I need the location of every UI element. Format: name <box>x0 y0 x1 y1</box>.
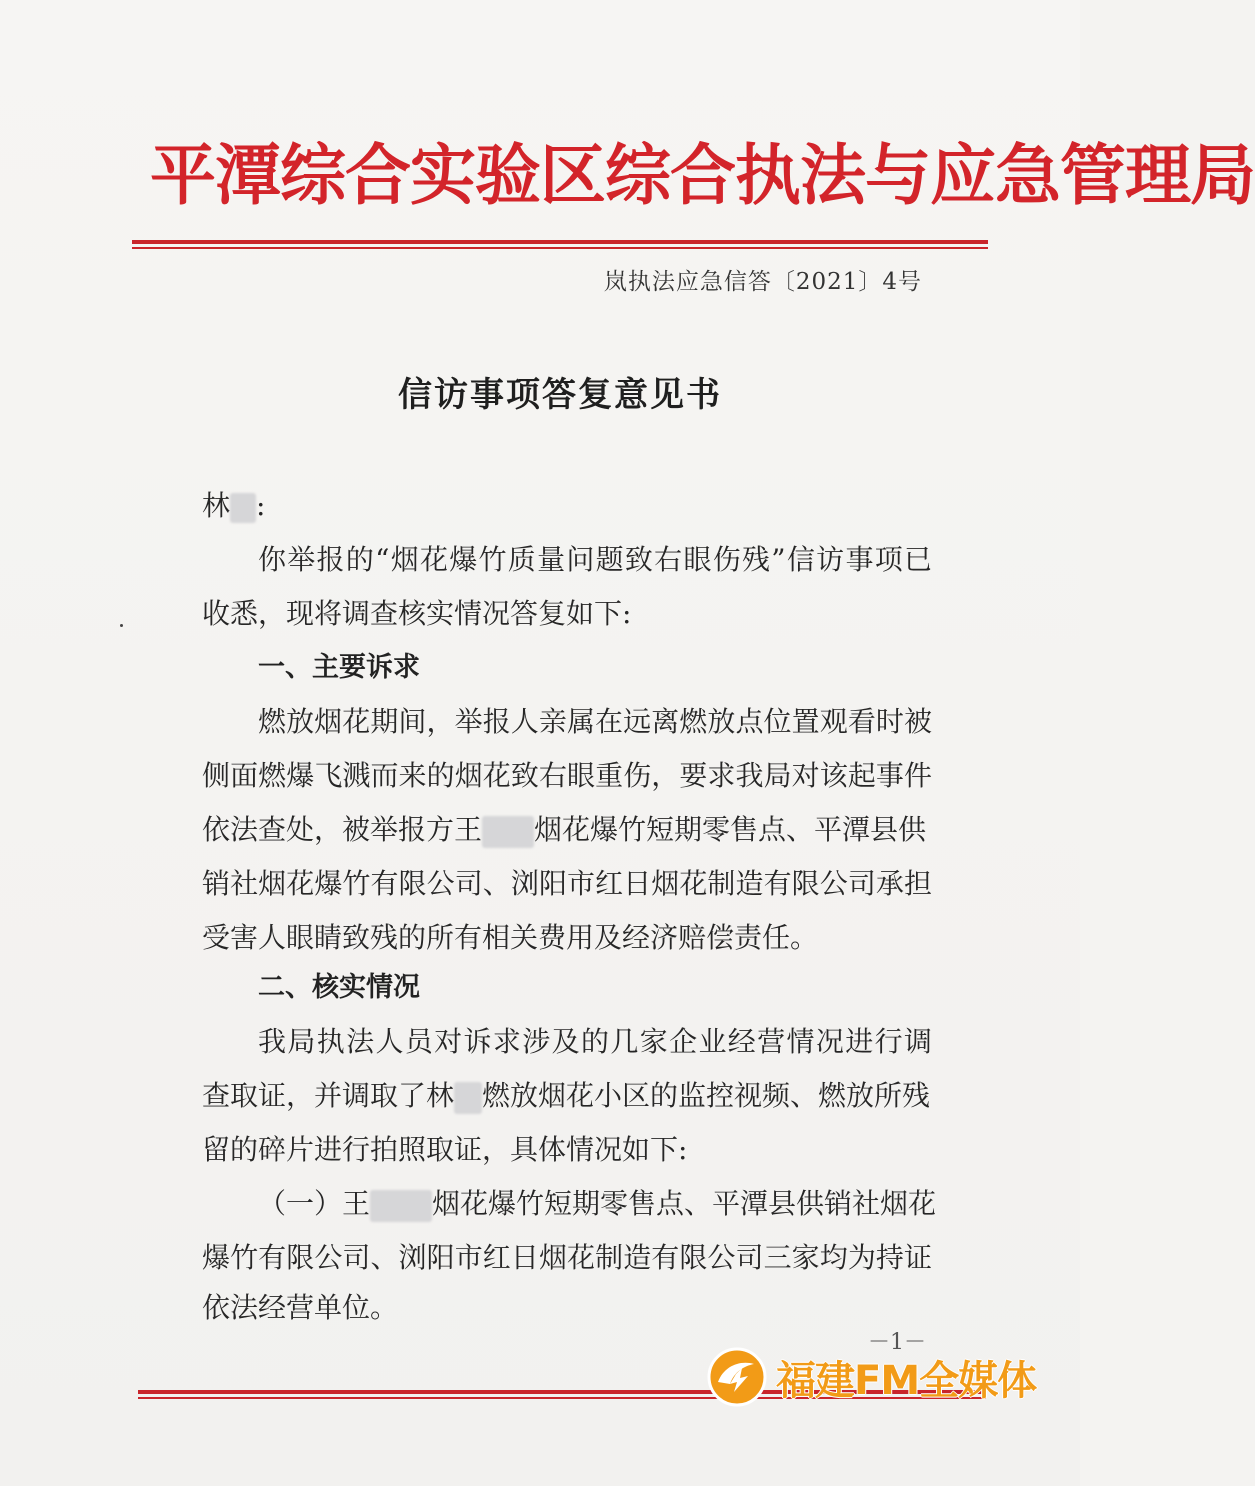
item-1-rest: 烟花爆竹短期零售点、平潭县供销社烟花 <box>432 1187 937 1220</box>
intro-line-2: 收悉，现将调查核实情况答复如下: <box>202 597 632 630</box>
watermark-text: 福建FM全媒体 <box>776 1357 1037 1404</box>
intro-line-1: 你举报的“烟花爆竹质量问题致右眼伤残”信访事项已 <box>258 543 932 576</box>
watermark <box>706 1342 1036 1412</box>
redacted-name <box>482 816 534 848</box>
section-2-line-2b: 燃放烟花小区的监控视频、燃放所残 <box>482 1079 931 1112</box>
section-1-line-2: 侧面燃爆飞溅而来的烟花致右眼重伤，要求我局对该起事件 <box>202 759 932 792</box>
document-title: 信访事项答复意见书 <box>398 375 722 415</box>
section-2-heading: 二、核实情况 <box>258 972 420 1003</box>
scan-speck <box>120 624 123 627</box>
fm-logo-icon <box>706 1346 768 1408</box>
section-2-line-1: 我局执法人员对诉求涉及的几家企业经营情况进行调 <box>258 1025 932 1058</box>
section-2-item-1-line-1 <box>258 1182 988 1226</box>
section-2-item-1-line-3: 依法经营单位。 <box>202 1291 399 1324</box>
item-1-prefix: （一）王 <box>258 1187 371 1220</box>
agency-header: 平潭综合实验区综合执法与应急管理局 <box>150 137 1255 214</box>
section-1-line-1: 燃放烟花期间，举报人亲属在远离燃放点位置观看时被 <box>258 705 932 738</box>
redacted-name <box>230 493 256 523</box>
salutation-name: 林 <box>202 489 231 522</box>
section-1-line-3b: 烟花爆竹短期零售点、平潭县供 <box>534 813 927 846</box>
section-1-heading: 一、主要诉求 <box>258 652 420 683</box>
section-2-line-3: 留的碎片进行拍照取证，具体情况如下: <box>202 1133 688 1166</box>
section-2-line-2a: 查取证，并调取了林 <box>202 1079 455 1112</box>
section-2-line-2 <box>202 1074 932 1118</box>
section-1-line-4: 销社烟花爆竹有限公司、浏阳市红日烟花制造有限公司承担 <box>202 867 932 900</box>
section-1-line-5: 受害人眼睛致残的所有相关费用及经济赔偿责任。 <box>202 921 819 954</box>
page-number: －1－ <box>868 1330 926 1355</box>
section-2-item-1-line-2: 爆竹有限公司、浏阳市红日烟花制造有限公司三家均为持证 <box>202 1241 932 1274</box>
salutation-suffix: : <box>256 489 266 522</box>
section-1-line-3a: 依法查处，被举报方王 <box>202 813 483 846</box>
document-number: 岚执法应急信答〔2021〕4号 <box>603 269 922 295</box>
salutation <box>202 484 932 528</box>
header-red-rule-thin <box>132 247 988 249</box>
section-1-line-3 <box>202 808 932 852</box>
header-red-rule <box>132 240 988 244</box>
redacted-name <box>370 1190 432 1222</box>
redacted-name <box>454 1082 482 1114</box>
